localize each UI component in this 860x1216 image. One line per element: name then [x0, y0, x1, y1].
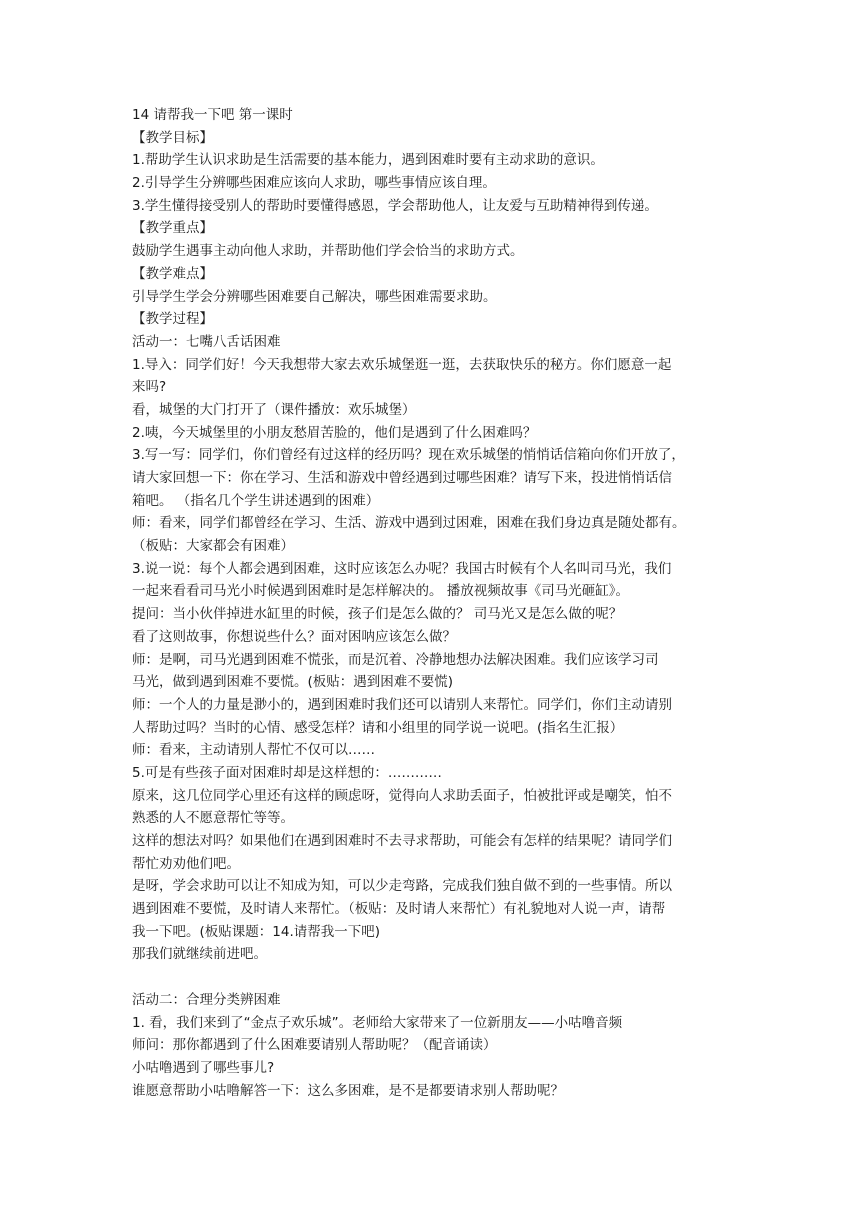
text-line: 2.咦，今天城堡里的小朋友愁眉苦脸的，他们是遇到了什么困难吗？	[132, 424, 537, 441]
text-line: 2.引导学生分辨哪些困难应该向人求助，哪些事情应该自理。	[132, 175, 496, 192]
text-line: 箱吧。 （指名几个学生讲述遇到的困难）	[132, 492, 380, 509]
text-line: 师问：那你都遇到了什么困难要请别人帮助呢？（配音诵读）	[132, 1037, 497, 1054]
text-line: 3.学生懂得接受别人的帮助时要懂得感恩，学会帮助他人，让友爱与互助精神得到传递。	[132, 197, 658, 214]
text-line: 【教学目标】	[132, 129, 213, 146]
text-line: 活动二：合理分类辨困难	[132, 991, 281, 1008]
text-line: 引导学生学会分辨哪些困难要自己解决，哪些困难需要求助。	[132, 288, 497, 305]
text-line: 3.写一写：同学们，你们曾经有过这样的经历吗？现在欢乐城堡的悄悄话信箱向你们开放了，	[132, 447, 685, 464]
text-line: 师：看来，主动请别人帮忙不仅可以……	[132, 742, 375, 759]
text-line: （板贴：大家都会有困难）	[132, 538, 294, 555]
text-line: 熟悉的人不愿意帮忙等等。	[132, 810, 294, 827]
text-line: 师：是啊，司马光遇到困难不慌张，而是沉着、冷静地想办法解决困难。我们应该学习司	[132, 651, 659, 668]
text-line: 1. 看，我们来到了“金点子欢乐城”。老师给大家带来了一位新朋友——小咕噜音频	[132, 1014, 623, 1031]
text-line: 活动一：七嘴八舌话困难	[132, 333, 281, 350]
text-line: 我一下吧。(板贴课题：14.请帮我一下吧)	[132, 923, 381, 940]
text-line: 那我们就继续前进吧。	[132, 946, 267, 963]
text-line: 这样的想法对吗？如果他们在遇到困难时不去寻求帮助，可能会有怎样的结果呢？请同学们	[132, 833, 672, 849]
text-line: 人帮助过吗？当时的心情、感受怎样？请和小组里的同学说一说吧。(指名生汇报）	[132, 719, 624, 736]
text-line: 师：一个人的力量是渺小的，遇到困难时我们还可以请别人来帮忙。同学们，你们主动请别	[132, 696, 672, 713]
text-line: 来吗?	[132, 379, 167, 396]
text-line: 提问：当小伙伴掉进水缸里的时候，孩子们是怎么做的？ 司马光又是怎么做的呢？	[132, 606, 623, 623]
text-line: 小咕噜遇到了哪些事儿?	[132, 1059, 275, 1076]
text-line: 帮忙劝劝他们吧。	[132, 855, 240, 872]
document-body	[132, 104, 732, 1102]
text-line: 【教学难点】	[132, 265, 213, 282]
text-line: 【教学过程】	[132, 311, 213, 328]
text-line: 请大家回想一下：你在学习、生活和游戏中曾经遇到过哪些困难？请写下来，投进悄悄话信	[132, 470, 672, 486]
text-line: 鼓励学生遇事主动向他人求助，并帮助他们学会恰当的求助方式。	[132, 243, 524, 260]
text-line: 师：看来，同学们都曾经在学习、生活、游戏中遇到过困难，困难在我们身边真是随处都有。	[132, 515, 686, 532]
text-line: 是呀，学会求助可以让不知成为知，可以少走弯路，完成我们独自做不到的一些事情。所以	[132, 878, 672, 895]
text-line: 遇到困难不要慌，及时请人来帮忙。（板贴：及时请人来帮忙）有礼貌地对人说一声，请帮	[132, 901, 666, 918]
text-line: 3.说一说：每个人都会遇到困难，这时应该怎么办呢？我国古时候有个人名叫司马光，我们	[132, 560, 672, 577]
text-line: 看了这则故事，你想说些什么？面对困呐应该怎么做？	[132, 628, 456, 645]
text-line: 5.可是有些孩子面对困难时却是这样想的：…………	[132, 764, 442, 781]
text-line: 【教学重点】	[132, 220, 213, 237]
text-line: 马光，做到遇到困难不要慌。(板贴：遇到困难不要慌)	[132, 674, 454, 691]
text-line: 1.帮助学生认识求助是生活需要的基本能力，遇到困难时要有主动求助的意识。	[132, 152, 604, 169]
text-line: 谁愿意帮助小咕噜解答一下：这么多困难，是不是都要请求别人帮助呢？	[132, 1082, 564, 1099]
text-line: 看，城堡的大门打开了（课件播放：欢乐城堡）	[132, 401, 416, 418]
text-line: 1.导入：同学们好！今天我想带大家去欢乐城堡逛一逛，去获取快乐的秘方。你们愿意一起	[132, 356, 672, 373]
blank-line	[132, 966, 732, 989]
text-line: 14 请帮我一下吧 第一课时	[132, 107, 293, 123]
text-line: 一起来看看司马光小时候遇到困难时是怎样解决的。 播放视频故事《司马光砸缸》。	[132, 583, 630, 600]
text-line: 原来，这几位同学心里还有这样的顾虑呀，觉得向人求助丢面子，怕被批评或是嘲笑，怕不	[132, 787, 672, 804]
